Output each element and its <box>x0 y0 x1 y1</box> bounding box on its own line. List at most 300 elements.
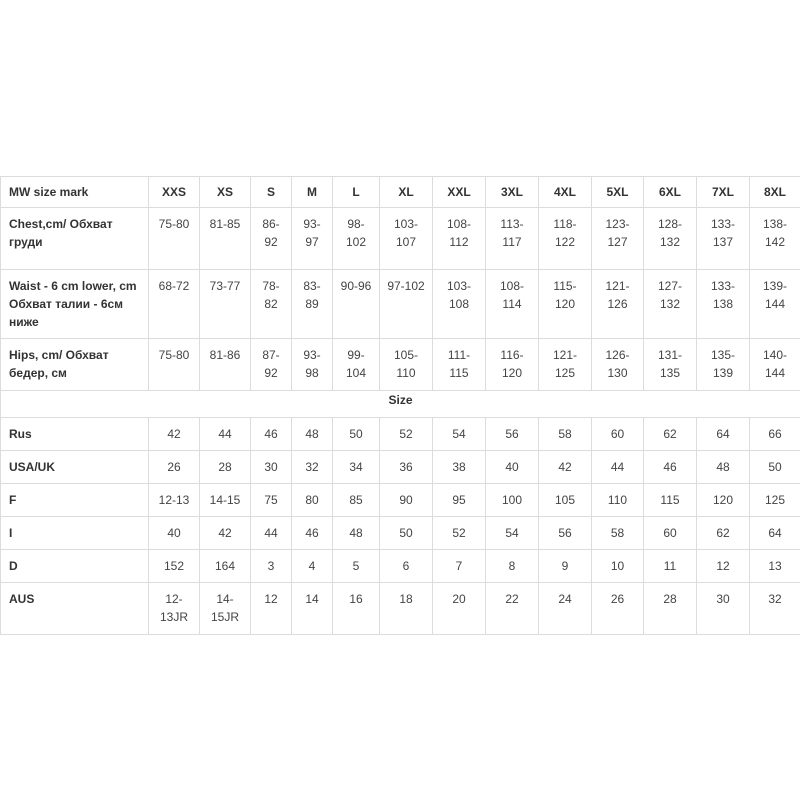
conversion-value <box>750 583 800 635</box>
cell-text-line: 152 <box>163 559 185 573</box>
measurement-value <box>486 208 539 270</box>
cell-text-line: 114 <box>502 297 522 311</box>
conversion-value <box>251 550 292 583</box>
conversion-value <box>200 451 251 484</box>
cell-text-line: 92 <box>264 366 278 380</box>
conversion-value <box>333 418 380 451</box>
conversion-value <box>486 550 539 583</box>
cell-text-line: 120 <box>554 297 576 311</box>
cell-text-line: 9 <box>561 559 569 573</box>
conversion-value <box>333 451 380 484</box>
size-header-cell: S <box>251 177 292 208</box>
cell-text-line: 126- <box>605 348 630 362</box>
cell-text-line: 75-80 <box>158 348 190 362</box>
cell-text-line: 38 <box>452 460 466 474</box>
cell-text-line: 80 <box>305 493 319 507</box>
cell-text-line: 48 <box>716 460 730 474</box>
cell-text-line: 32 <box>305 460 319 474</box>
size-mark-header: MW size mark <box>1 177 149 208</box>
cell-text-line: 18 <box>399 592 413 606</box>
conversion-label: AUS <box>1 583 149 635</box>
cell-text-line: 130 <box>607 366 628 380</box>
size-chart-body <box>1 208 800 635</box>
cell-text-line: 105- <box>393 348 419 362</box>
cell-text-line: 44 <box>610 460 625 474</box>
conversion-value <box>251 484 292 517</box>
measurement-value <box>644 208 697 270</box>
cell-text-line: 118- <box>553 217 577 231</box>
conversion-value <box>592 418 644 451</box>
cell-text-line: 42 <box>167 427 181 441</box>
cell-text-line: 142 <box>764 235 786 249</box>
cell-text-line: 30 <box>716 592 730 606</box>
conversion-value <box>697 451 750 484</box>
cell-text-line: 58 <box>610 526 625 540</box>
cell-text-line: 115 <box>660 493 680 507</box>
cell-text-line: 46 <box>264 427 278 441</box>
cell-text-line: 26 <box>610 592 625 606</box>
conversion-value <box>149 583 200 635</box>
cell-text-line: Hips, cm/ Обхват <box>9 348 109 362</box>
cell-text-line: Chest,cm/ Обхват груди <box>9 217 113 249</box>
conversion-value <box>644 418 697 451</box>
cell-text-line: 54 <box>452 427 466 441</box>
cell-text-line: 36 <box>399 460 413 474</box>
cell-text-line: 90 <box>399 493 413 507</box>
measurement-value <box>333 339 380 391</box>
cell-text-line: 15JR <box>210 610 239 624</box>
cell-text-line: 139 <box>712 366 734 380</box>
cell-text-line: 100 <box>501 493 523 507</box>
cell-text-line: 42 <box>558 460 572 474</box>
conversion-value <box>592 550 644 583</box>
cell-text-line: 138 <box>712 297 734 311</box>
measurement-value <box>539 339 592 391</box>
conversion-value <box>592 583 644 635</box>
cell-text-line: 42 <box>218 526 232 540</box>
conversion-value <box>697 418 750 451</box>
cell-text-line: 104 <box>345 366 367 380</box>
cell-text-line: 107 <box>395 235 417 249</box>
conversion-value <box>750 418 800 451</box>
conversion-value <box>697 583 750 635</box>
measurement-value <box>592 208 644 270</box>
cell-text-line: 68-72 <box>158 279 190 293</box>
size-header-cell: 6XL <box>644 177 697 208</box>
cell-text-line: 50 <box>768 460 782 474</box>
conversion-value <box>380 418 433 451</box>
cell-text-line: 58 <box>558 427 572 441</box>
measurement-value <box>644 270 697 339</box>
size-header-cell: 3XL <box>486 177 539 208</box>
measurement-value <box>750 208 800 270</box>
conversion-row <box>1 583 800 635</box>
size-header-cell: 8XL <box>750 177 800 208</box>
header-row <box>1 177 800 208</box>
cell-text-line: 13JR <box>159 610 188 624</box>
conversion-label: D <box>1 550 149 583</box>
cell-text-line: 135 <box>659 366 681 380</box>
measurement-value <box>251 339 292 391</box>
conversion-value <box>200 484 251 517</box>
measurement-value <box>251 270 292 339</box>
size-chart-table <box>0 176 800 635</box>
conversion-value <box>750 484 800 517</box>
conversion-value <box>380 484 433 517</box>
cell-text-line: 44 <box>218 427 232 441</box>
measurement-value <box>149 208 200 270</box>
cell-text-line: 32 <box>768 592 782 606</box>
conversion-row <box>1 550 800 583</box>
cell-text-line: 50 <box>349 427 363 441</box>
measurement-value <box>433 270 486 339</box>
cell-text-line: 46 <box>305 526 319 540</box>
cell-text-line: 126 <box>607 297 628 311</box>
cell-text-line: 110 <box>607 493 628 507</box>
cell-text-line: 83- <box>303 279 321 293</box>
cell-text-line: 5 <box>352 559 360 573</box>
cell-text-line: 120 <box>501 366 523 380</box>
cell-text-line: 128- <box>657 217 683 231</box>
conversion-value <box>539 517 592 550</box>
cell-text-line: 108- <box>446 217 472 231</box>
cell-text-line: 112 <box>449 235 469 249</box>
cell-text-line: 30 <box>264 460 278 474</box>
cell-text-line: 102 <box>345 235 367 249</box>
conversion-value <box>592 451 644 484</box>
cell-text-line: 113- <box>500 217 524 231</box>
cell-text-line: 115 <box>449 366 469 380</box>
cell-text-line: 87- <box>262 348 280 362</box>
cell-text-line: 60 <box>663 526 677 540</box>
conversion-value <box>486 484 539 517</box>
cell-text-line: 86- <box>262 217 280 231</box>
cell-text-line: 10 <box>610 559 625 573</box>
measurement-value <box>592 339 644 391</box>
cell-text-line: 98- <box>347 217 365 231</box>
conversion-value <box>292 484 333 517</box>
cell-text-line: 26 <box>167 460 181 474</box>
cell-text-line: 95 <box>452 493 466 507</box>
conversion-value <box>592 517 644 550</box>
cell-text-line: 12-13 <box>158 493 190 507</box>
size-header-cell: L <box>333 177 380 208</box>
measurement-value <box>333 270 380 339</box>
conversion-value <box>539 550 592 583</box>
cell-text-line: 64 <box>768 526 782 540</box>
conversion-value <box>292 517 333 550</box>
cell-text-line: 28 <box>218 460 232 474</box>
cell-text-line: 121- <box>552 348 578 362</box>
measurement-value <box>486 270 539 339</box>
cell-text-line: Waist - 6 cm lower, cm <box>9 279 137 293</box>
conversion-value <box>433 451 486 484</box>
cell-text-line: 14-15 <box>209 493 241 507</box>
measurement-value <box>292 208 333 270</box>
conversion-value <box>433 418 486 451</box>
conversion-label: I <box>1 517 149 550</box>
conversion-row <box>1 451 800 484</box>
measurement-value <box>380 339 433 391</box>
cell-text-line: 108 <box>448 297 470 311</box>
conversion-value <box>697 517 750 550</box>
conversion-value <box>486 583 539 635</box>
measurement-label <box>1 270 149 339</box>
measurement-label <box>1 339 149 391</box>
cell-text-line: 90-96 <box>340 279 372 293</box>
size-section-row <box>1 391 800 418</box>
cell-text-line: 50 <box>399 526 413 540</box>
conversion-value <box>697 484 750 517</box>
size-header-cell: XL <box>380 177 433 208</box>
conversion-value <box>200 550 251 583</box>
cell-text-line: 135- <box>710 348 736 362</box>
cell-text-line: 12 <box>716 559 730 573</box>
measurement-row <box>1 208 800 270</box>
cell-text-line: 52 <box>452 526 466 540</box>
cell-text-line: 93- <box>303 217 321 231</box>
measurement-value <box>200 270 251 339</box>
cell-text-line: 131- <box>657 348 683 362</box>
cell-text-line: 127 <box>607 235 628 249</box>
cell-text-line: 122 <box>554 235 576 249</box>
cell-text-line: 22 <box>505 592 519 606</box>
measurement-value <box>539 270 592 339</box>
cell-text-line: Обхват талии - 6см <box>9 297 124 311</box>
conversion-value <box>644 583 697 635</box>
cell-text-line: 125 <box>764 493 786 507</box>
conversion-value <box>380 583 433 635</box>
cell-text-line: 123- <box>605 217 630 231</box>
measurement-value <box>750 339 800 391</box>
measurement-value <box>486 339 539 391</box>
cell-text-line: 139- <box>762 279 788 293</box>
cell-text-line: 46 <box>663 460 677 474</box>
measurement-value <box>200 339 251 391</box>
conversion-value <box>433 517 486 550</box>
conversion-value <box>750 517 800 550</box>
measurement-value <box>433 339 486 391</box>
cell-text-line: 16 <box>349 592 363 606</box>
cell-text-line: 60 <box>610 427 625 441</box>
measurement-value <box>433 208 486 270</box>
cell-text-line: 93- <box>303 348 321 362</box>
cell-text-line: 132 <box>659 235 681 249</box>
conversion-value <box>486 418 539 451</box>
cell-text-line: 44 <box>264 526 278 540</box>
measurement-value <box>697 339 750 391</box>
conversion-value <box>539 451 592 484</box>
conversion-value <box>333 484 380 517</box>
cell-text-line: 127- <box>657 279 683 293</box>
cell-text-line: 75-80 <box>158 217 190 231</box>
cell-text-line: 103- <box>446 279 472 293</box>
cell-text-line: 13 <box>768 559 782 573</box>
conversion-value <box>251 451 292 484</box>
cell-text-line: 133- <box>710 279 736 293</box>
cell-text-line: 116- <box>500 348 524 362</box>
conversion-value <box>644 451 697 484</box>
conversion-value <box>750 451 800 484</box>
conversion-value <box>644 484 697 517</box>
conversion-value <box>380 451 433 484</box>
cell-text-line: 133- <box>710 217 736 231</box>
conversion-value <box>486 451 539 484</box>
cell-text-line: 103- <box>393 217 419 231</box>
cell-text-line: 54 <box>505 526 519 540</box>
cell-text-line: 164 <box>214 559 236 573</box>
measurement-value <box>539 208 592 270</box>
conversion-row <box>1 484 800 517</box>
cell-text-line: 121- <box>605 279 630 293</box>
cell-text-line: 98 <box>305 366 319 380</box>
conversion-value <box>539 583 592 635</box>
conversion-value <box>333 517 380 550</box>
cell-text-line: 48 <box>349 526 363 540</box>
cell-text-line: 144 <box>764 366 786 380</box>
cell-text-line: 81-86 <box>209 348 241 362</box>
cell-text-line: 117 <box>502 235 522 249</box>
conversion-value <box>149 451 200 484</box>
cell-text-line: 111- <box>447 348 471 362</box>
conversion-value <box>486 517 539 550</box>
conversion-value <box>149 418 200 451</box>
conversion-row <box>1 517 800 550</box>
size-header-cell: 4XL <box>539 177 592 208</box>
measurement-row <box>1 339 800 391</box>
measurement-value <box>200 208 251 270</box>
cell-text-line: 64 <box>716 427 730 441</box>
cell-text-line: 110 <box>396 366 416 380</box>
size-header-cell: M <box>292 177 333 208</box>
conversion-value <box>539 484 592 517</box>
conversion-value <box>149 550 200 583</box>
conversion-value <box>200 583 251 635</box>
conversion-value <box>149 517 200 550</box>
conversion-value <box>292 418 333 451</box>
measurement-value <box>149 339 200 391</box>
cell-text-line: 82 <box>264 297 278 311</box>
size-section-title: Size <box>1 391 800 418</box>
measurement-value <box>292 339 333 391</box>
conversion-value <box>200 418 251 451</box>
size-header-cell: XS <box>200 177 251 208</box>
cell-text-line: 120 <box>712 493 734 507</box>
cell-text-line: 34 <box>349 460 363 474</box>
size-header-cell: XXL <box>433 177 486 208</box>
cell-text-line: 12 <box>264 592 278 606</box>
cell-text-line: 115- <box>553 279 577 293</box>
conversion-label: Rus <box>1 418 149 451</box>
cell-text-line: 48 <box>305 427 319 441</box>
cell-text-line: 144 <box>764 297 786 311</box>
conversion-value <box>251 418 292 451</box>
cell-text-line: 14- <box>216 592 234 606</box>
cell-text-line: 6 <box>402 559 410 573</box>
cell-text-line: 62 <box>663 427 677 441</box>
conversion-value <box>380 550 433 583</box>
conversion-value <box>433 550 486 583</box>
cell-text-line: 97-102 <box>387 279 425 293</box>
conversion-value <box>380 517 433 550</box>
cell-text-line: 89 <box>305 297 319 311</box>
conversion-value <box>200 517 251 550</box>
conversion-label: USA/UK <box>1 451 149 484</box>
cell-text-line: 108- <box>499 279 525 293</box>
conversion-value <box>149 484 200 517</box>
cell-text-line: 138- <box>762 217 788 231</box>
measurement-value <box>644 339 697 391</box>
size-header-cell: 5XL <box>592 177 644 208</box>
cell-text-line: 56 <box>505 427 519 441</box>
cell-text-line: 66 <box>768 427 782 441</box>
conversion-value <box>333 550 380 583</box>
size-header-cell: 7XL <box>697 177 750 208</box>
cell-text-line: 92 <box>264 235 278 249</box>
conversion-value <box>697 550 750 583</box>
conversion-value <box>292 451 333 484</box>
cell-text-line: 140- <box>762 348 788 362</box>
cell-text-line: 78- <box>262 279 280 293</box>
measurement-value <box>149 270 200 339</box>
conversion-value <box>292 550 333 583</box>
cell-text-line: 73-77 <box>209 279 241 293</box>
cell-text-line: 40 <box>167 526 181 540</box>
cell-text-line: 4 <box>308 559 316 573</box>
conversion-value <box>750 550 800 583</box>
cell-text-line: 132 <box>659 297 681 311</box>
conversion-value <box>251 517 292 550</box>
conversion-row <box>1 418 800 451</box>
measurement-value <box>380 270 433 339</box>
cell-text-line: 105 <box>554 493 576 507</box>
measurement-value <box>750 270 800 339</box>
cell-text-line: 81-85 <box>209 217 241 231</box>
cell-text-line: 40 <box>505 460 519 474</box>
measurement-value <box>697 270 750 339</box>
measurement-value <box>592 270 644 339</box>
cell-text-line: 3 <box>267 559 275 573</box>
measurement-value <box>292 270 333 339</box>
conversion-value <box>333 583 380 635</box>
measurement-value <box>333 208 380 270</box>
cell-text-line: 62 <box>716 526 730 540</box>
conversion-label: F <box>1 484 149 517</box>
cell-text-line: 75 <box>264 493 278 507</box>
conversion-value <box>644 550 697 583</box>
cell-text-line: 20 <box>452 592 466 606</box>
conversion-value <box>292 583 333 635</box>
conversion-value <box>592 484 644 517</box>
cell-text-line: 137 <box>712 235 734 249</box>
measurement-value <box>380 208 433 270</box>
cell-text-line: 7 <box>455 559 463 573</box>
cell-text-line: 125 <box>554 366 576 380</box>
measurement-value <box>251 208 292 270</box>
conversion-value <box>433 583 486 635</box>
measurement-row <box>1 270 800 339</box>
cell-text-line: 8 <box>508 559 516 573</box>
size-header-cell: XXS <box>149 177 200 208</box>
conversion-value <box>539 418 592 451</box>
cell-text-line: 99- <box>347 348 365 362</box>
cell-text-line: 56 <box>558 526 572 540</box>
cell-text-line: 12- <box>165 592 183 606</box>
cell-text-line: 52 <box>399 427 413 441</box>
conversion-value <box>433 484 486 517</box>
cell-text-line: 24 <box>558 592 572 606</box>
measurement-label <box>1 208 149 270</box>
